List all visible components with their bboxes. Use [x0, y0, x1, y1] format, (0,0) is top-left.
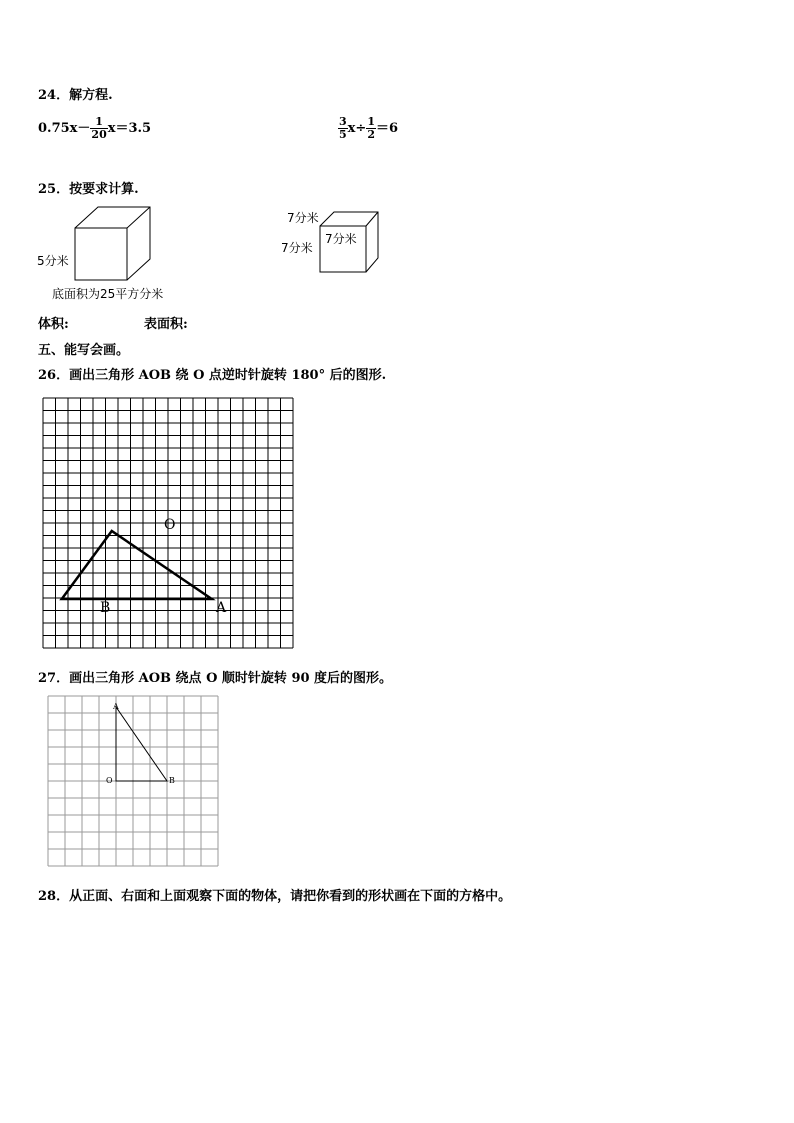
cube-1 [75, 207, 150, 280]
cube-2-front-label: 7分米 [325, 232, 357, 246]
q27-point-o: O [106, 776, 113, 785]
q26-point-b: B [100, 600, 111, 616]
q28-title: 28．从正面、右面和上面观察下面的物体，请把你看到的形状画在下面的方格中。 [38, 889, 512, 904]
q26-point-o: O [164, 517, 176, 533]
fraction-numerator: 3 [339, 115, 347, 128]
triangle-aob [116, 707, 167, 781]
cube-1-caption: 底面积为25平方分米 [52, 287, 164, 301]
q26-point-a: A [216, 600, 227, 616]
surface-area-label: 表面积: [144, 317, 188, 332]
equation-1-part-b: x＝3.5 [107, 121, 152, 136]
q27-title: 27．画出三角形 AOB 绕点 O 顺时针旋转 90 度后的图形。 [38, 671, 393, 686]
volume-label: 体积: [38, 317, 69, 332]
grid-q27 [48, 696, 218, 866]
fraction-numerator: 1 [90, 116, 107, 129]
fraction-denominator: 2 [367, 128, 375, 141]
equation-1-part-a: 0.75x－ [38, 121, 91, 136]
q24-title: 24．解方程. [38, 88, 113, 103]
q27-point-b: B [169, 776, 175, 785]
cube-2-top-label: 7分米 [287, 211, 319, 225]
q27-point-a: A [113, 702, 119, 711]
fraction-denominator: 5 [339, 128, 347, 141]
equation-2-mid: x÷ [347, 121, 367, 136]
q25-title: 25．按要求计算. [38, 182, 139, 197]
q26-title: 26．画出三角形 AOB 绕 O 点逆时针旋转 180° 后的图形. [38, 368, 387, 383]
cube-1-side-label: 5分米 [37, 254, 69, 268]
equation-2-part-b: ＝6 [375, 121, 399, 136]
cube-2-left-label: 7分米 [281, 241, 313, 255]
triangle-aob [62, 531, 212, 599]
section-5-title: 五、能写会画。 [38, 343, 130, 358]
fraction-denominator: 20 [91, 128, 107, 141]
fraction-numerator: 1 [367, 115, 375, 128]
